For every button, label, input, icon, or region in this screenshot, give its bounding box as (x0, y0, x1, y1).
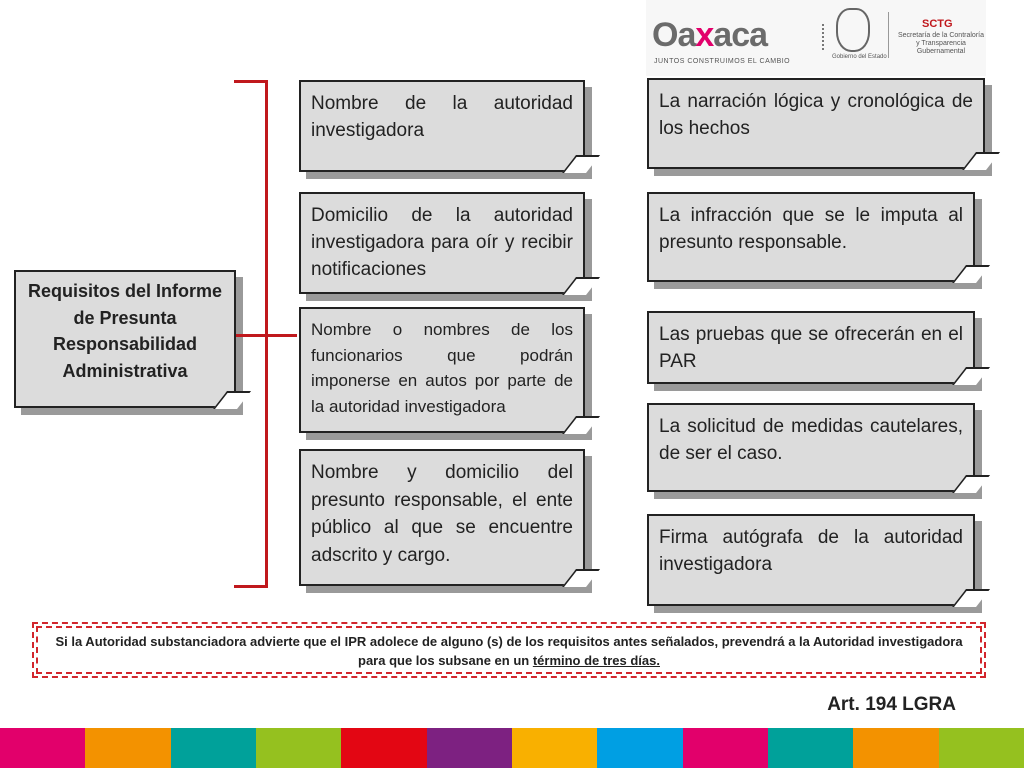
footer-color-segment (171, 728, 256, 768)
requirement-text: Nombre o nombres de los funcionarios que podrán imponerse en autos por parte de la autoridad investigadora (311, 320, 573, 416)
left-requirement-4 (299, 449, 585, 586)
warning-note (32, 622, 986, 678)
note-body: Si la Autoridad substanciadora advierte que el IPR adolece de alguno (s) de los requisitos antes señalados, prevendrá a la Autoridad investigadora para que los subsane en un (55, 634, 963, 668)
main-requirement-title: Requisitos del Informe de Presunta Responsabilidad Administrativa (27, 281, 223, 381)
logo-divider (822, 24, 826, 50)
footer-color-segment (85, 728, 170, 768)
requirement-text: Firma autógrafa de la autoridad investigadora (659, 527, 963, 575)
footer-color-segment (0, 728, 85, 768)
requirement-text: La solicitud de medidas cautelares, de ser el caso. (659, 416, 963, 464)
note-text (40, 632, 978, 670)
oaxaca-tagline: JUNTOS CONSTRUIMOS EL CAMBIO (654, 58, 791, 65)
header-logos (646, 0, 986, 76)
footer-color-segment (512, 728, 597, 768)
footer-color-segment (683, 728, 768, 768)
footer-color-segment (341, 728, 426, 768)
decorative-footer-band (0, 728, 1024, 768)
legal-reference: Art. 194 LGRA (827, 694, 956, 715)
right-requirement-2 (647, 192, 975, 282)
footer-color-segment (768, 728, 853, 768)
requirement-text: Nombre de la autoridad investigadora (311, 93, 573, 141)
footer-color-segment (427, 728, 512, 768)
connector-line (267, 334, 297, 337)
main-requirement-box (14, 270, 236, 408)
right-requirement-3 (647, 311, 975, 384)
sctg-logo: SCTG (922, 18, 953, 30)
left-requirement-3 (299, 307, 585, 433)
footer-color-segment (853, 728, 938, 768)
footer-color-segment (256, 728, 341, 768)
red-bracket (234, 80, 268, 588)
requirement-text: Las pruebas que se ofrecerán en el PAR (659, 324, 963, 372)
state-seal-icon (836, 8, 870, 52)
requirement-text: La narración lógica y cronológica de los hechos (659, 91, 973, 139)
requirement-text: Nombre y domicilio del presunto responsable, el ente público al que se encuentre adscrito y cargo. (311, 462, 573, 566)
footer-color-segment (939, 728, 1024, 768)
note-emphasis: término de tres días. (532, 653, 660, 668)
left-requirement-1 (299, 80, 585, 172)
right-requirement-4 (647, 403, 975, 492)
gobierno-label: Gobierno del Estado (832, 54, 887, 60)
footer-color-segment (597, 728, 682, 768)
sctg-name: Secretaría de la Contraloría y Transparencia Gubernamental (898, 32, 984, 55)
right-requirement-5 (647, 514, 975, 606)
requirement-text: La infracción que se le imputa al presunto responsable. (659, 205, 963, 253)
left-requirement-2 (299, 192, 585, 294)
oaxaca-logo: Oaxaca (652, 16, 768, 54)
logo-divider (888, 12, 889, 58)
right-requirement-1 (647, 78, 985, 169)
requirement-text: Domicilio de la autoridad investigadora para oír y recibir notificaciones (311, 205, 573, 280)
